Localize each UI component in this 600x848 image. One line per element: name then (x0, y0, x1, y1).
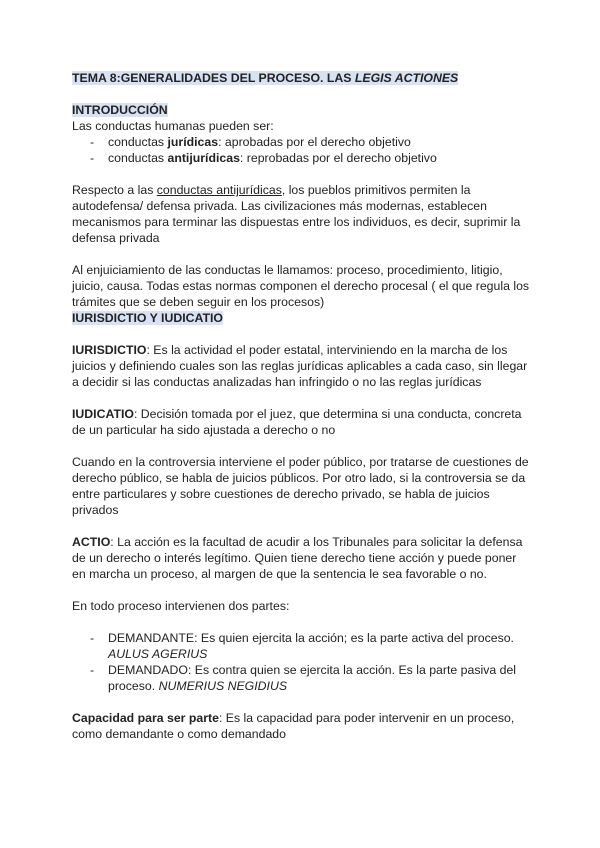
term-juridicas: jurídicas (167, 135, 219, 149)
term-antijuridicas: antijurídicas (167, 151, 240, 165)
document-body (72, 70, 532, 742)
intro-heading (72, 102, 532, 118)
paragraph-enjuiciamiento: Al enjuiciamiento de las conductas le llamamos: proceso, procedimiento, litigio, juicio, causa. Todas estas normas componen el derecho procesal ( el que regula los trámites que se deben seguir en los procesos) (72, 263, 530, 309)
intro-heading-text: INTRODUCCIÓN (72, 103, 168, 117)
title-main: TEMA 8:GENERALIDADES DEL PROCESO. LAS (72, 71, 355, 85)
term-iudicatio: IUDICATIO (72, 407, 134, 421)
list-item: - DEMANDADO: Es contra quien se ejercita la acción. Es la parte pasiva del proceso. NUMERIUS NEGIDIUS (90, 663, 517, 693)
underlined-term: conductas antijurídicas (156, 183, 282, 197)
partes-list (72, 630, 532, 694)
paragraph-autodefensa: Respecto a las conductas antijurídicas, los pueblos primitivos permiten la autodefensa/ defensa privada. Las civilizaciones más modernas, establecen mecanismos para terminar las dispuestas entre los individuos, es decir, suprimir la defensa privada (72, 183, 521, 245)
term-actio: ACTIO (72, 535, 111, 549)
paragraph-controversia: Cuando en la controversia interviene el poder público, por tratarse de cuestiones de derecho público, se habla de juicios públicos. Por otro lado, si la controversia se da entre particulares y sobre cuestiones de derecho privado, se habla de juicios privados (72, 455, 529, 517)
section2-heading (72, 310, 532, 326)
intro-lead: Las conductas humanas pueden ser: (72, 119, 274, 133)
page-title (72, 70, 532, 86)
paragraph-capacidad: Capacidad para ser parte: Es la capacidad para poder intervenir en un proceso, como demandante o como demandado (72, 711, 515, 741)
paragraph-iurisdictio: IURISDICTIO: Es la actividad el poder estatal, interviniendo en la marcha de los juicios y definiendo cuales son las reglas jurídicas aplicables a cada caso, sin llegar a decidir si las conductas analizadas han infringido o no las reglas jurídicas (72, 343, 528, 389)
conductas-list (72, 134, 532, 166)
term-iurisdictio: IURISDICTIO (72, 343, 147, 357)
term-capacidad: Capacidad para ser parte (72, 711, 219, 725)
title-highlight (72, 71, 458, 85)
list-item: - conductas antijurídicas: reprobadas por el derecho objetivo (90, 151, 437, 165)
paragraph-iudicatio: IUDICATIO: Decisión tomada por el juez, que determina si una conducta, concreta de un particular ha sido ajustada a derecho o no (72, 407, 522, 437)
list-item: - conductas jurídicas: aprobadas por el derecho objetivo (90, 135, 411, 149)
list-item: - DEMANDANTE: Es quien ejercita la acción; es la parte activa del proceso. AULUS AGERIUS (90, 631, 514, 661)
latin-name: NUMERIUS NEGIDIUS (158, 679, 288, 693)
paragraph-actio: ACTIO: La acción es la facultad de acudir a los Tribunales para solicitar la defensa de un derecho o interés legítimo. Quien tiene derecho tiene acción y puede poner en marcha un proceso, al margen de que la sentencia le sea favorable o no. (72, 535, 523, 581)
latin-name: AULUS AGERIUS (108, 647, 208, 661)
title-italic: LEGIS ACTIONES (354, 71, 459, 85)
paragraph-partes-lead: En todo proceso intervienen dos partes: (72, 599, 290, 613)
section2-heading-text: IURISDICTIO Y IUDICATIO (72, 311, 223, 325)
